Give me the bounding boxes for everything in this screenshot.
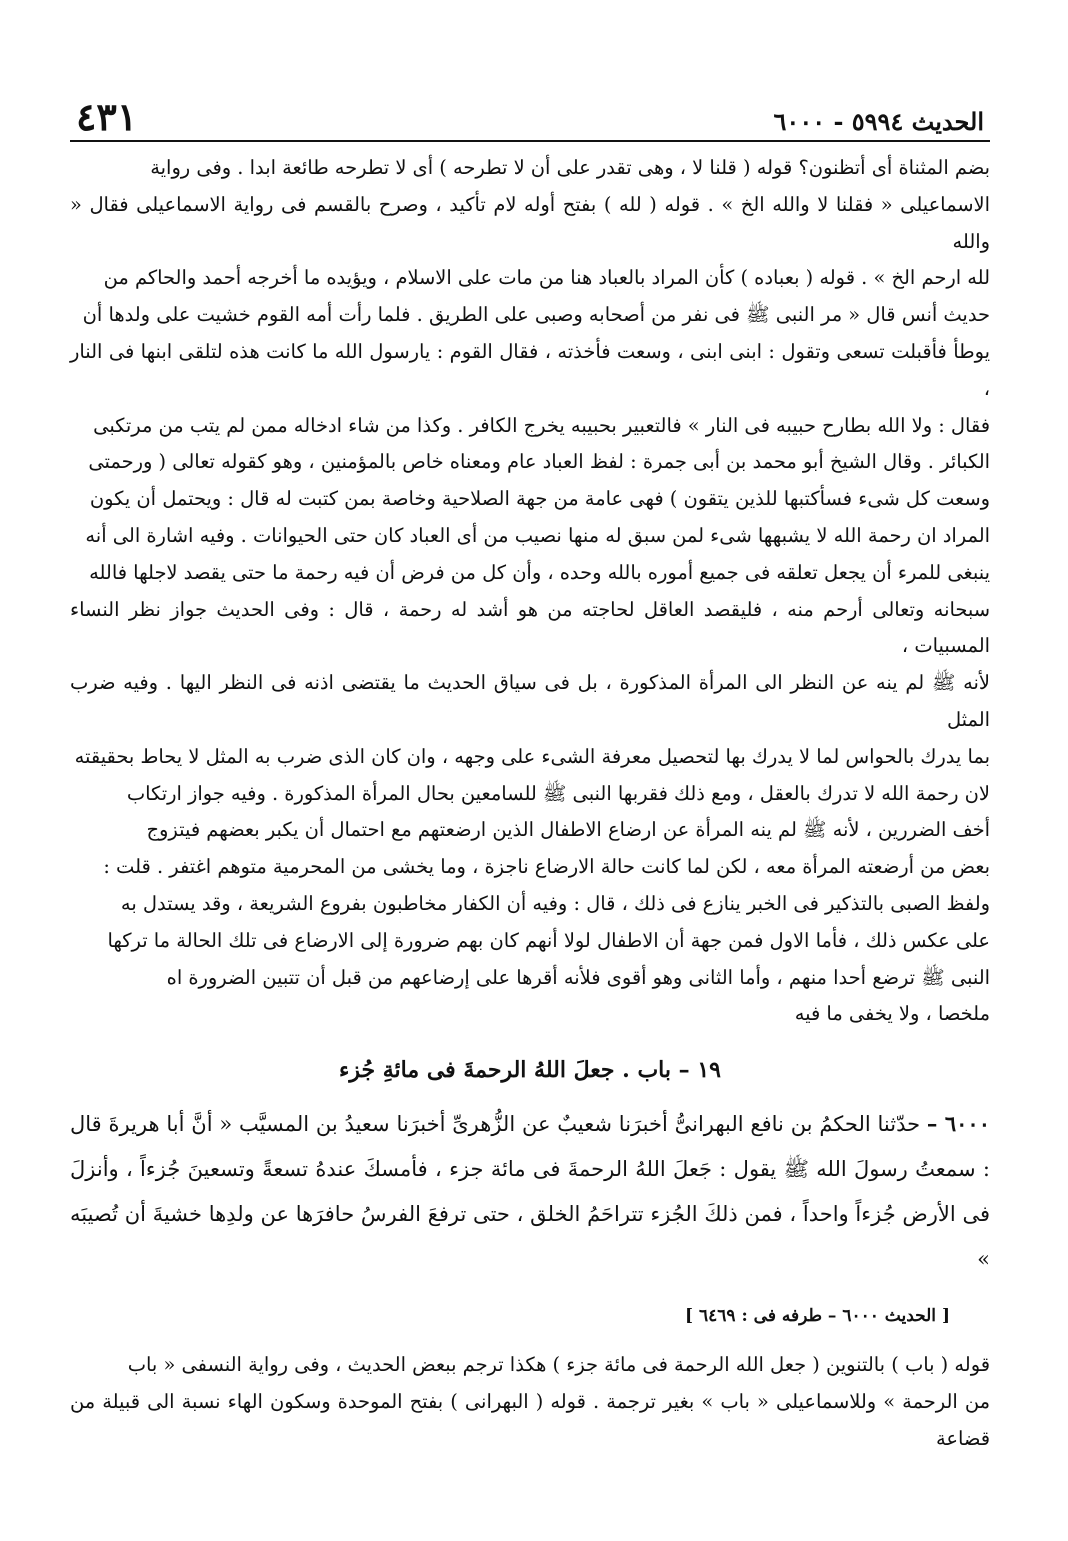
commentary-line: النبى ﷺ ترضع أحدا منهم ، وأما الثانى وهو أقوى فلأنه أقرها على إرضاعهم من قبل أن تتبين الضرورة اه	[166, 965, 990, 989]
commentary-line: لأنه ﷺ لم ينه عن النظر الى المرأة المذكورة ، بل فى سياق الحديث ما يقتضى اذنه فى النظر اليها . وفيه ضرب المثل	[70, 671, 990, 731]
commentary-line: سبحانه وتعالى أرحم منه ، فليقصد العاقل لحاجته من هو أشد له رحمة ، قال : وفى الحديث جواز نظر النساء المسبيات ،	[70, 597, 990, 658]
commentary-line: لان رحمة الله لا تدرك بالعقل ، ومع ذلك فقربها النبى ﷺ للسامعين بحال المرأة المذكورة . وفيه جواز ارتكاب	[126, 781, 990, 805]
commentary-line: ينبغى للمرء أن يجعل تعلقه فى جميع أموره بالله وحده ، وأن كل من فرض أن فيه رحمة ما حتى يقصد لاجلها فالله	[89, 560, 990, 584]
commentary-line: المراد ان رحمة الله لا يشبهها شىء لمن سبق له منها نصيب من أى العباد كان حتى الحيوانات . وفيه اشارة الى أنه	[85, 523, 990, 547]
hadith-reference: [ الحديث ٦٠٠٠ – طرفه فى : ٦٤٦٩ ]	[685, 1306, 950, 1327]
commentary-line: يوطأ فأقبلت تسعى وتقول : ابنى ابنى ، وسعت فأخذته ، فقال القوم : يارسول الله ما كانت هذه لتلقى ابنها فى النار ،	[70, 339, 990, 400]
commentary-line: على عكس ذلك ، فأما الاول فمن جهة أن الاطفال لولا أنهم كان بهم ضرورة إلى الارضاع فى تلك الحالة ما تركها	[107, 928, 990, 952]
commentary-line: لله ارحم الخ » . قوله ( بعباده ) كأن المراد بالعباد هنا من مات على الاسلام ، ويؤيده ما أخرجه أحمد والحاكم من	[103, 266, 990, 290]
commentary-line: الكبائر . وقال الشيخ أبو محمد بن أبى جمرة : لفظ العباد عام ومعناه خاص بالمؤمنين ، وهو كقوله تعالى ( ورحمتى	[88, 450, 990, 474]
commentary-line: ملخصا ، ولا يخفى ما فيه	[794, 1002, 990, 1026]
commentary-block	[70, 150, 990, 1033]
commentary-line: بعض من أرضعته المرأة معه ، لكن لما كانت حالة الارضاع ناجزة ، وما يخشى من المحرمية متوهم اغتفر . قلت :	[103, 855, 990, 879]
commentary-line: وسعت كل شىء فسأكتبها للذين يتقون ) فهى عامة من جهة الصلاحية وخاصة بمن كتبت له قال : ويحتمل أن يكون	[89, 487, 990, 511]
bottom-commentary	[70, 1346, 990, 1457]
document-page	[70, 86, 990, 1457]
hadith-text-block	[70, 1101, 990, 1282]
hadith-number: ٦٠٠٠ –	[926, 1111, 990, 1137]
commentary-line: من الرحمة » وللاسماعيلى « باب » بغير ترجمة . قوله ( البهرانى ) بفتح الموحدة وسكون الهاء نسبة الى قبيلة من قضاعة	[70, 1390, 990, 1451]
commentary-line: قوله ( باب ) بالتنوين ( جعل الله الرحمة فى مائة جزء ) هكذا ترجم ببعض الحديث ، وفى رواية النسفى « باب	[127, 1353, 990, 1377]
commentary-line: بضم المثناة أى أتظنون؟ قوله ( قلنا لا ، وهى تقدر على أن لا تطرحه ) أى لا تطرحه طائعة ابدا . وفى رواية	[150, 156, 990, 179]
hadith-text: حدّثنا الحكمُ بن نافع البهرانىُّ أخبرَنا شعيبٌ عن الزُّهرىِّ أخبرَنا سعيدُ بن المسيَّب « أنَّ أبا هريرةَ قال : سمعتُ رسولَ الله ﷺ يقول : جَعلَ اللهُ الرحمةَ فى مائة جزء ، فأمسكَ عندهُ تسعةً وتسعينَ جُزءاً ، وأنزلَ فى الأرض جُزءاً واحداً ، فمن ذلكَ الجُزء تتراحَمُ الخلق ، حتى ترفعَ الفرسُ حافرَها عن ولدِها خشيةَ أن تُصيبَه »	[70, 1112, 990, 1272]
commentary-line: بما يدرك بالحواس لما لا يدرك بها لتحصيل معرفة الشىء على وجهه ، وان كان الذى ضرب به المثل لا يحاط بحقيقته	[74, 744, 990, 768]
commentary-line: حديث أنس قال « مر النبى ﷺ فى نفر من أصحابه وصبى على الطريق . فلما رأت أمه القوم خشيت على ولدها أن	[82, 303, 990, 327]
hadith-range: الحديث ٥٩٩٤ - ٦٠٠٠	[773, 107, 984, 136]
page-number: ٤٣١	[76, 94, 138, 139]
commentary-line: ولفظ الصبى بالتذكير فى الخبر ينازع فى ذلك ، قال : وفيه أن الكفار مخاطبون بفروع الشريعة ، وقد يستدل به	[120, 891, 990, 915]
commentary-line: الاسماعيلى « فقلنا لا والله الخ » . قوله ( لله ) بفتح أوله لام تأكيد ، وصرح بالقسم فى رواية الاسماعيلى فقال « والله	[70, 192, 990, 253]
commentary-line: فقال : ولا الله بطارح حبيبه فى النار » فالتعبير بحبيبه يخرج الكافر . وكذا من شاء ادخاله ممن لم يتب من مرتكبى	[93, 413, 990, 437]
chapter-heading: ١٩ – باب . جعلَ اللهُ الرحمةَ فى مائةِ جُزء	[339, 1057, 721, 1084]
page-header	[70, 86, 990, 142]
commentary-line: أخف الضررين ، لأنه ﷺ لم ينه المرأة عن ارضاع الاطفال الذين ارضعتهم مع احتمال أن يكبر بعضهم فيتزوج	[146, 818, 990, 842]
